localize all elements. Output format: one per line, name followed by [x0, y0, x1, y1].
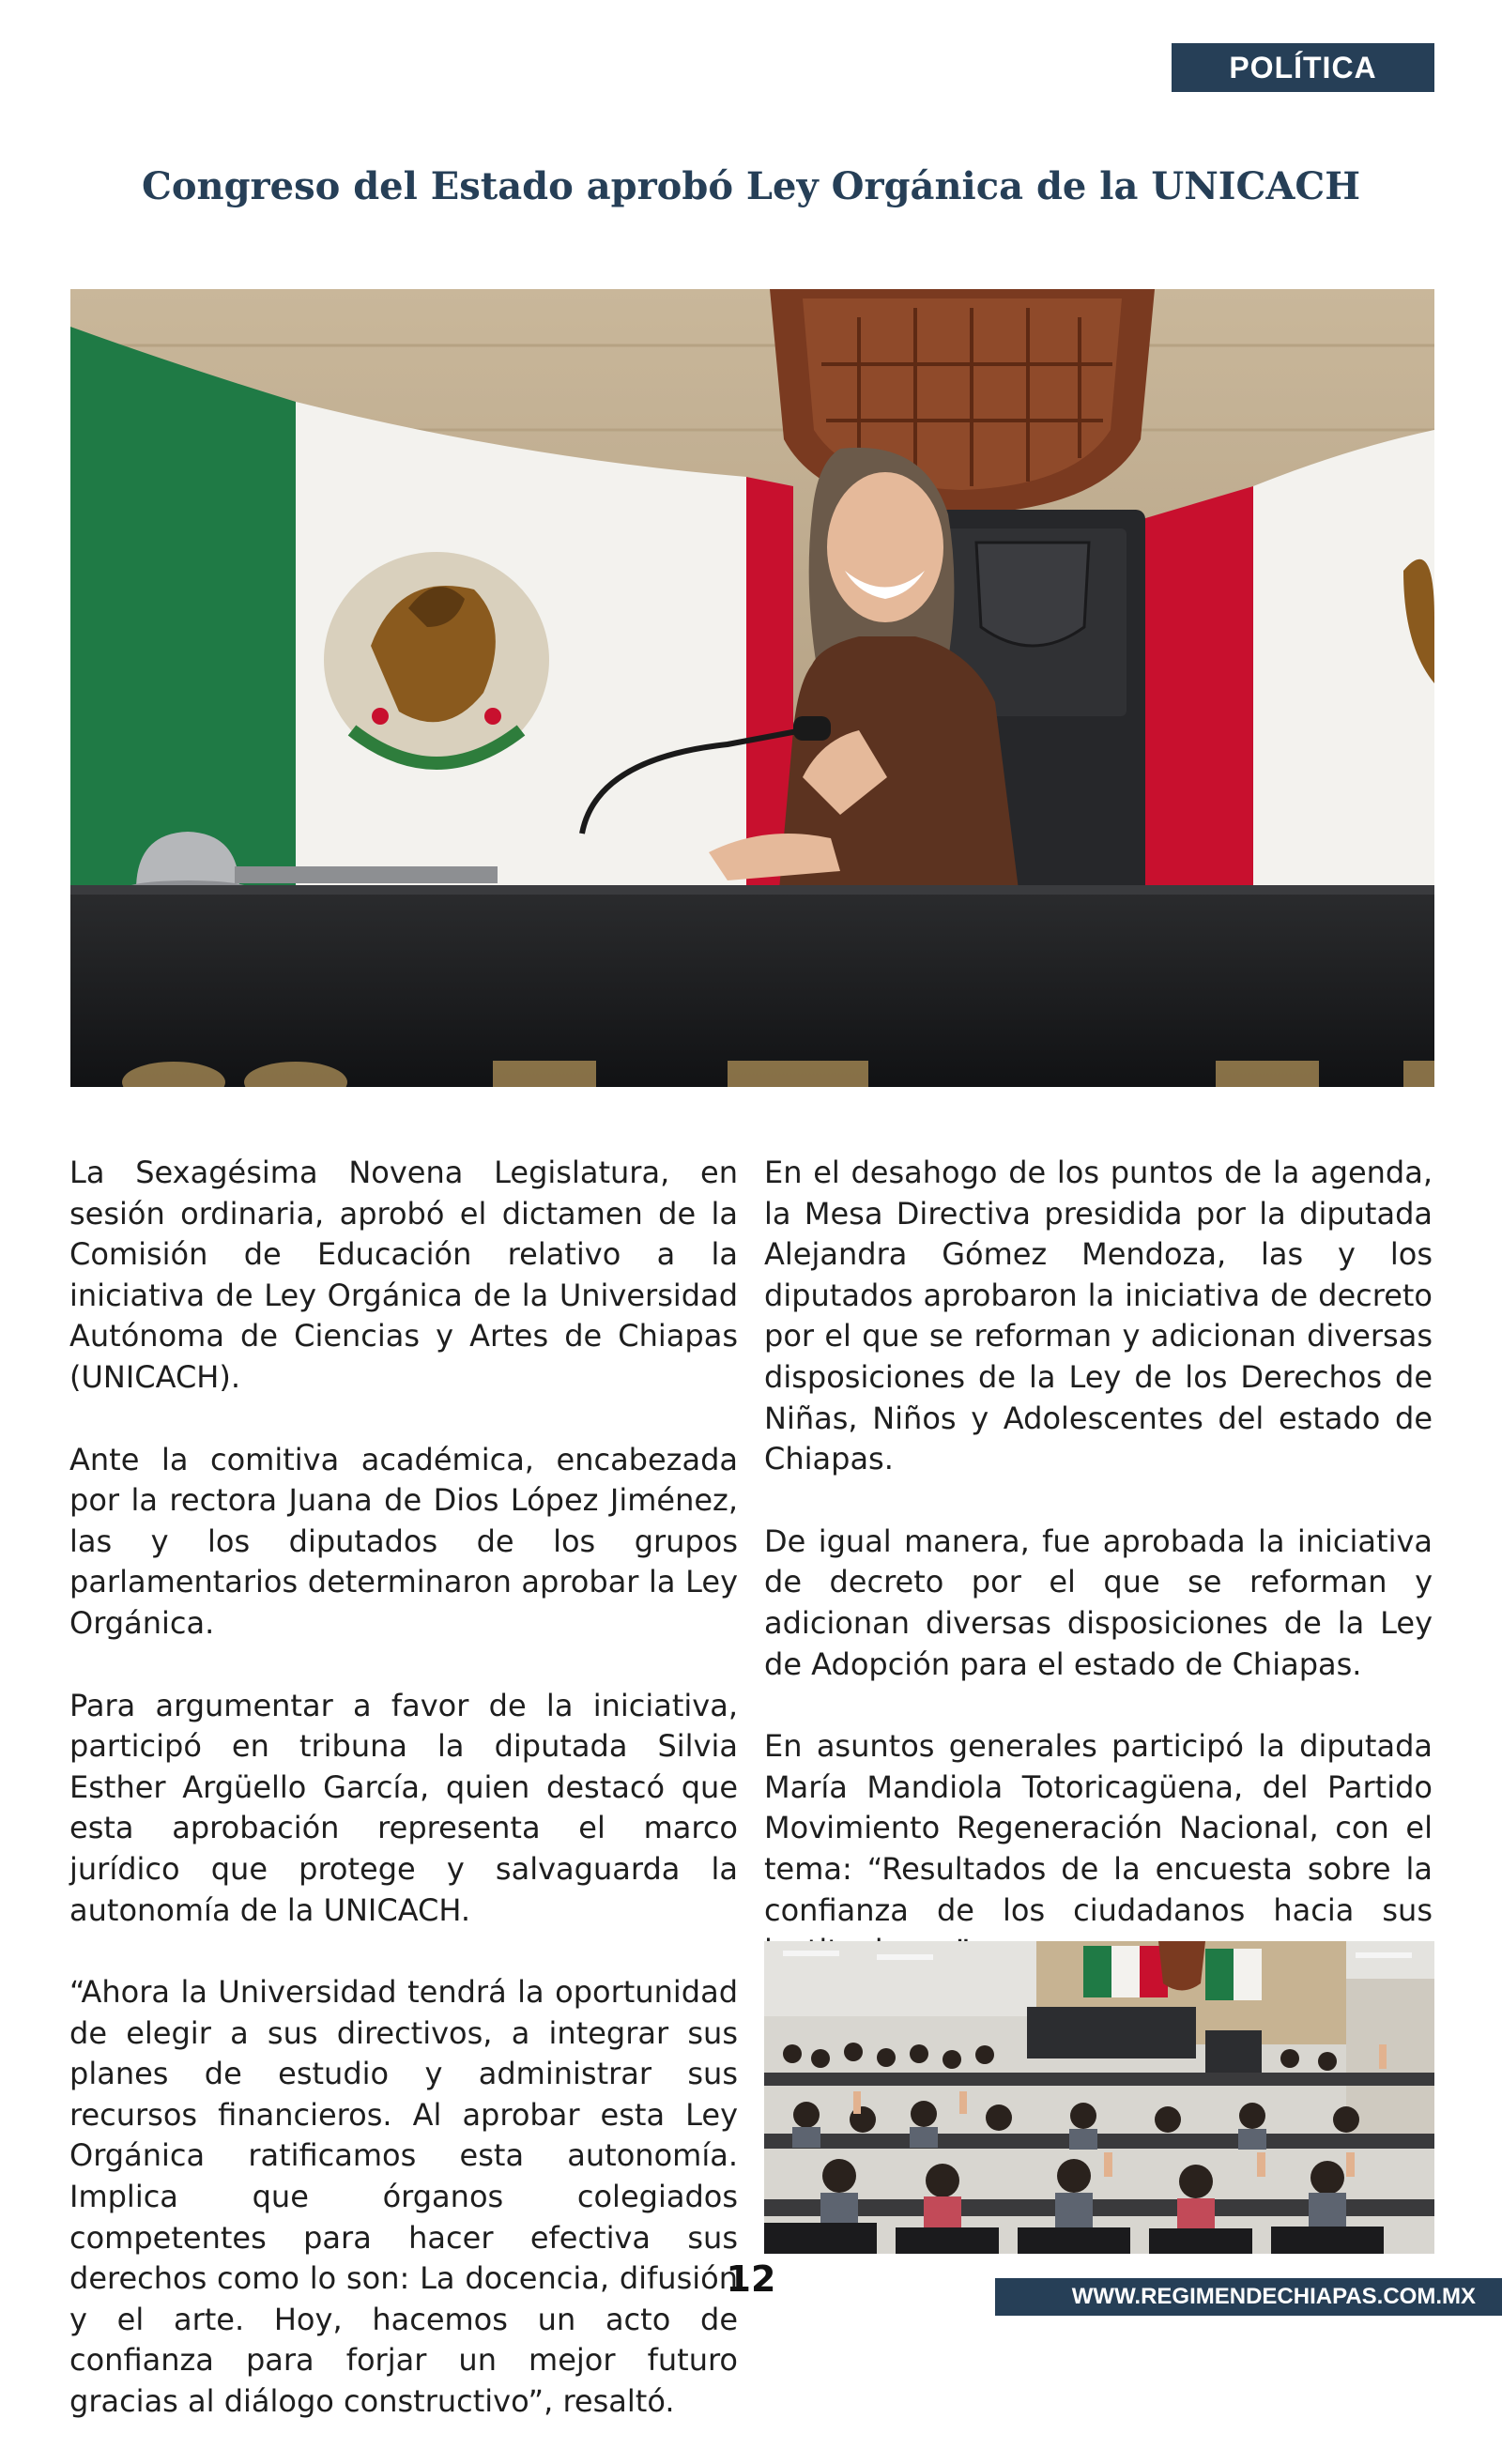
headline: Congreso del Estado aprobó Ley Orgánica de la UNICACH [141, 164, 1360, 208]
article-column-left [69, 1153, 738, 2464]
paragraph: De igual manera, fue aprobada la iniciativa de decreto por el que se reforman y adicionan diversas disposiciones de la Ley de Adopción para el estado de Chiapas. [764, 1523, 1433, 1682]
paragraph: Para argumentar a favor de la iniciativa, participó en tribuna la diputada Silvia Esther Argüello García, quien destacó que esta aprobación representa el marco jurídico que protege y salvaguarda la autonomía de la UNICACH. [69, 1687, 738, 1928]
article-column-right [764, 1153, 1433, 2013]
paragraph: En asuntos generales participó la diputada María Mandiola Totoricagüena, del Partido Movimiento Regeneración Nacional, con el tema: “Resultados de la encuesta sobre la confianza de los ciudadanos hacia sus [764, 1728, 1433, 1928]
website-link[interactable]: WWW.REGIMENDECHIAPAS.COM.MX [1071, 2284, 1476, 2309]
paragraph: La Sexagésima Novena Legislatura, en sesión ordinaria, aprobó el dictamen de la Comisión de Educación relativo a la iniciativa de Ley Orgánica de la Universidad Autónoma de Ciencias y Artes de Chiapas (UNICACH). [69, 1155, 738, 1395]
hero-photo [70, 289, 1434, 1087]
quote-paragraph: “Ahora la Universidad tendrá la oportunidad de elegir a sus directivos, a integrar sus planes de estudio y administrar sus recursos financieros. Al aprobar esta Ley Orgánica ratificamos esta autonomía. Implica que órganos colegiados competentes para hacer efectiva sus derechos como lo son: La docencia, difusión y el arte. Hoy, hacemos un acto de confianza para forjar un mejor futuro gracias al diálogo constructivo”, resaltó. [69, 1974, 738, 2420]
section-label: POLÍTICA [1229, 50, 1377, 84]
section-tag [1172, 43, 1434, 92]
paragraph: En el desahogo de los puntos de la agenda, la Mesa Directiva presidida por la diputada Alejandra Gómez Mendoza, las y los diputados aprobaron la iniciativa de decreto por el que se reforman y adicionan diversas disposiciones de la Ley de los Derechos de Niñas, Niños y Adolescentes del estado de Chiapas. [764, 1155, 1433, 1477]
session-photo [764, 1941, 1434, 2254]
page-number: 12 [726, 2258, 776, 2300]
paragraph: Ante la comitiva académica, encabezada por la rectora Juana de Dios López Jiménez, las y los diputados de los grupos parlamentarios determinaron aprobar la Ley Orgánica. [69, 1441, 738, 1641]
website-footer [995, 2278, 1502, 2316]
